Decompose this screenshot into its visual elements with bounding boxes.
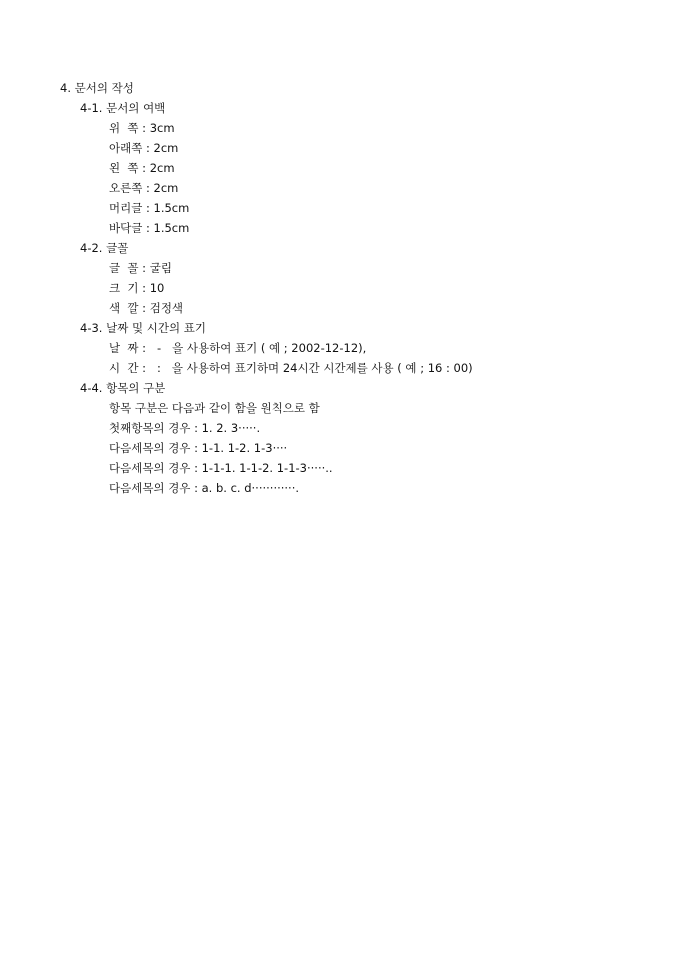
header-margin-item: 머리글 : 1.5cm xyxy=(109,201,190,215)
numbering-level4-item: 다음세목의 경우 : a. b. c. d············. xyxy=(109,481,300,495)
margin-bottom-item: 아래쪽 : 2cm xyxy=(109,141,179,155)
date-format-item: 날 짜 : - 을 사용하여 표기 ( 예 ; 2002-12-12), xyxy=(109,341,367,355)
numbering-level2-item: 다음세목의 경우 : 1-1. 1-2. 1-3···· xyxy=(109,441,288,455)
font-color-item: 색 깔 : 검정색 xyxy=(109,301,184,315)
numbering-level1-item: 첫째항목의 경우 : 1. 2. 3·····. xyxy=(109,421,261,435)
subsection-heading-font: 4-2. 글꼴 xyxy=(80,241,129,255)
numbering-level3-item: 다음세목의 경우 : 1-1-1. 1-1-2. 1-1-3·····.. xyxy=(109,461,333,475)
margin-top-item: 위 쪽 : 3cm xyxy=(109,121,175,135)
subsection-heading-numbering: 4-4. 항목의 구분 xyxy=(80,381,166,395)
font-family-item: 글 꼴 : 굴림 xyxy=(109,261,172,275)
numbering-rule-item: 항목 구분은 다음과 같이 함을 원칙으로 함 xyxy=(109,401,320,415)
footer-margin-item: 바닥글 : 1.5cm xyxy=(109,221,190,235)
margin-left-item: 왼 쪽 : 2cm xyxy=(109,161,175,175)
section-title: 4. 문서의 작성 xyxy=(60,81,134,95)
time-format-item: 시 간 : : 을 사용하여 표기하며 24시간 시간제를 사용 ( 예 ; 16 : 00) xyxy=(109,361,473,375)
subsection-heading-datetime: 4-3. 날짜 및 시간의 표기 xyxy=(80,321,206,335)
font-size-item: 크 기 : 10 xyxy=(109,281,165,295)
margin-right-item: 오른쪽 : 2cm xyxy=(109,181,179,195)
subsection-heading-margins: 4-1. 문서의 여백 xyxy=(80,101,166,115)
